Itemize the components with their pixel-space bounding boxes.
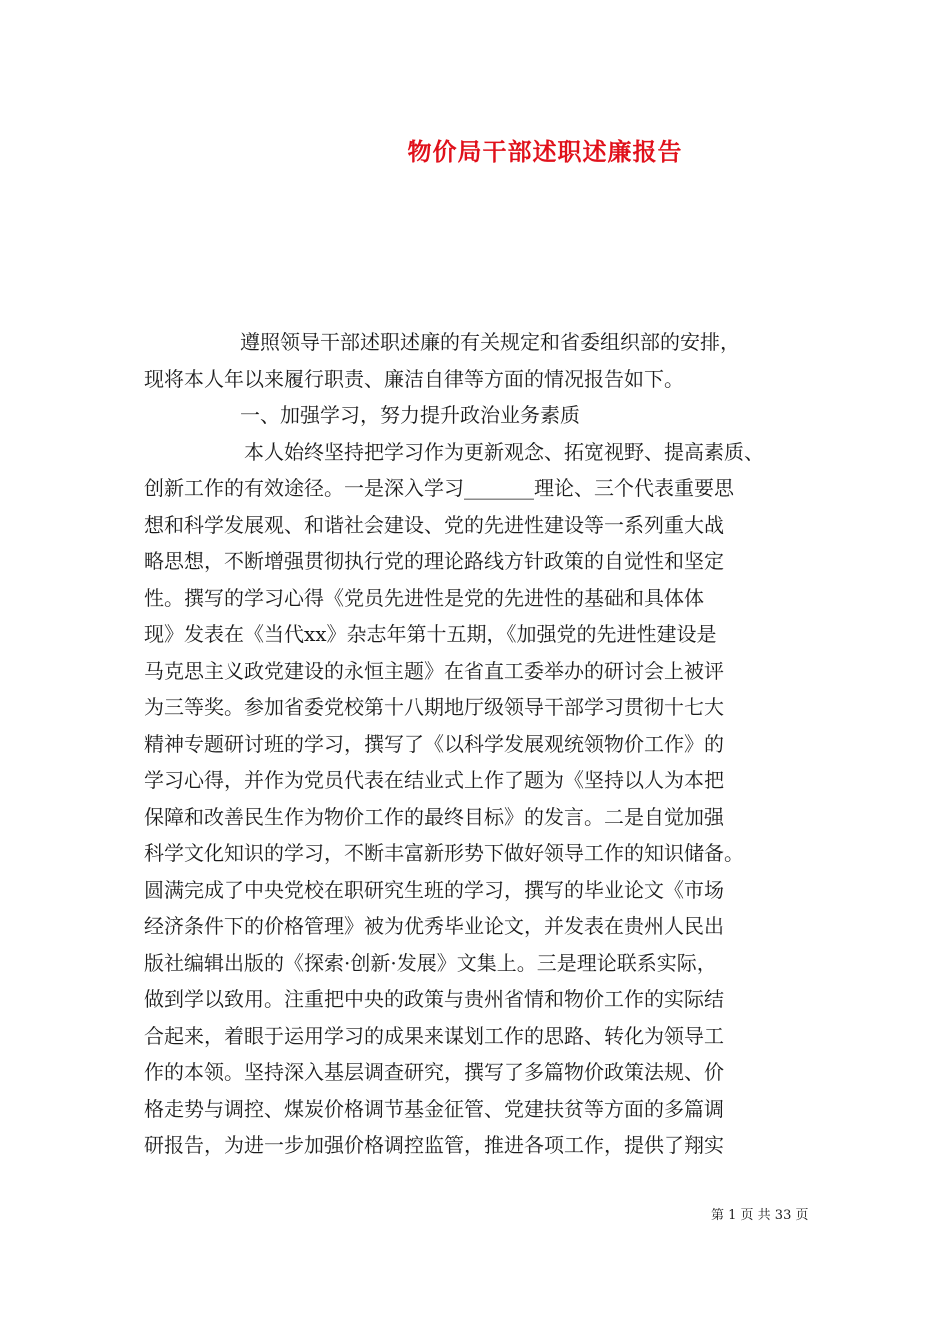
body-line: 创新工作的有效途径。一是深入学习_______理论、三个代表重要思 [144,476,734,500]
body-line: 保障和改善民生作为物价工作的最终目标》的发言。二是自觉加强 [144,804,724,829]
body-line: 版社编辑出版的《探索·创新·发展》文集上。三是理论联系实际， [144,950,717,975]
body-line: 本人始终坚持把学习作为更新观念、拓宽视野、提高素质、 [244,439,764,464]
section-heading: 一、加强学习，努力提升政治业务素质 [240,403,580,427]
document-title: 物价局干部述职述廉报告 [407,137,683,166]
body-line: 遵照领导干部述职述廉的有关规定和省委组织部的安排， [240,330,740,354]
body-line: 略思想，不断增强贯彻执行党的理论路线方针政策的自觉性和坚定 [144,549,724,573]
body-line: 科学文化知识的学习，不断丰富新形势下做好领导工作的知识储备。 [144,841,744,865]
page-number: 第 1 页 共 33 页 [711,1208,809,1223]
body-line: 圆满完成了中央党校在职研究生班的学习，撰写的毕业论文《市场 [144,877,724,902]
body-line: 研报告，为进一步加强价格调控监管，推进各项工作，提供了翔实 [144,1133,724,1157]
body-line: 性。撰写的学习心得《党员先进性是党的先进性的基础和具体体 [144,585,704,610]
body-line: 做到学以致用。注重把中央的政策与贵州省情和物价工作的实际结 [144,987,724,1011]
document-body [144,324,814,1164]
body-line: 现》发表在《当代xx》杂志年第十五期，《加强党的先进性建设是 [144,622,717,646]
body-line: 合起来，着眼于运用学习的成果来谋划工作的思路、转化为领导工 [144,1023,724,1048]
body-line: 学习心得，并作为党员代表在结业式上作了题为《坚持以人为本把 [144,768,724,792]
body-line: 为三等奖。参加省委党校第十八期地厅级领导干部学习贯彻十七大 [144,695,724,719]
body-line: 格走势与调控、煤炭价格调节基金征管、党建扶贫等方面的多篇调 [144,1096,724,1121]
body-line: 精神专题研讨班的学习，撰写了《以科学发展观统领物价工作》的 [144,731,724,756]
body-line: 想和科学发展观、和谐社会建设、党的先进性建设等一系列重大战 [144,512,724,537]
body-line: 经济条件下的价格管理》被为优秀毕业论文，并发表在贵州人民出 [144,914,724,938]
body-line: 马克思主义政党建设的永恒主题》在省直工委举办的研讨会上被评 [144,658,724,683]
body-line: 作的本领。坚持深入基层调查研究，撰写了多篇物价政策法规、价 [144,1060,724,1084]
body-line: 现将本人年以来履行职责、廉洁自律等方面的情况报告如下。 [144,366,684,391]
